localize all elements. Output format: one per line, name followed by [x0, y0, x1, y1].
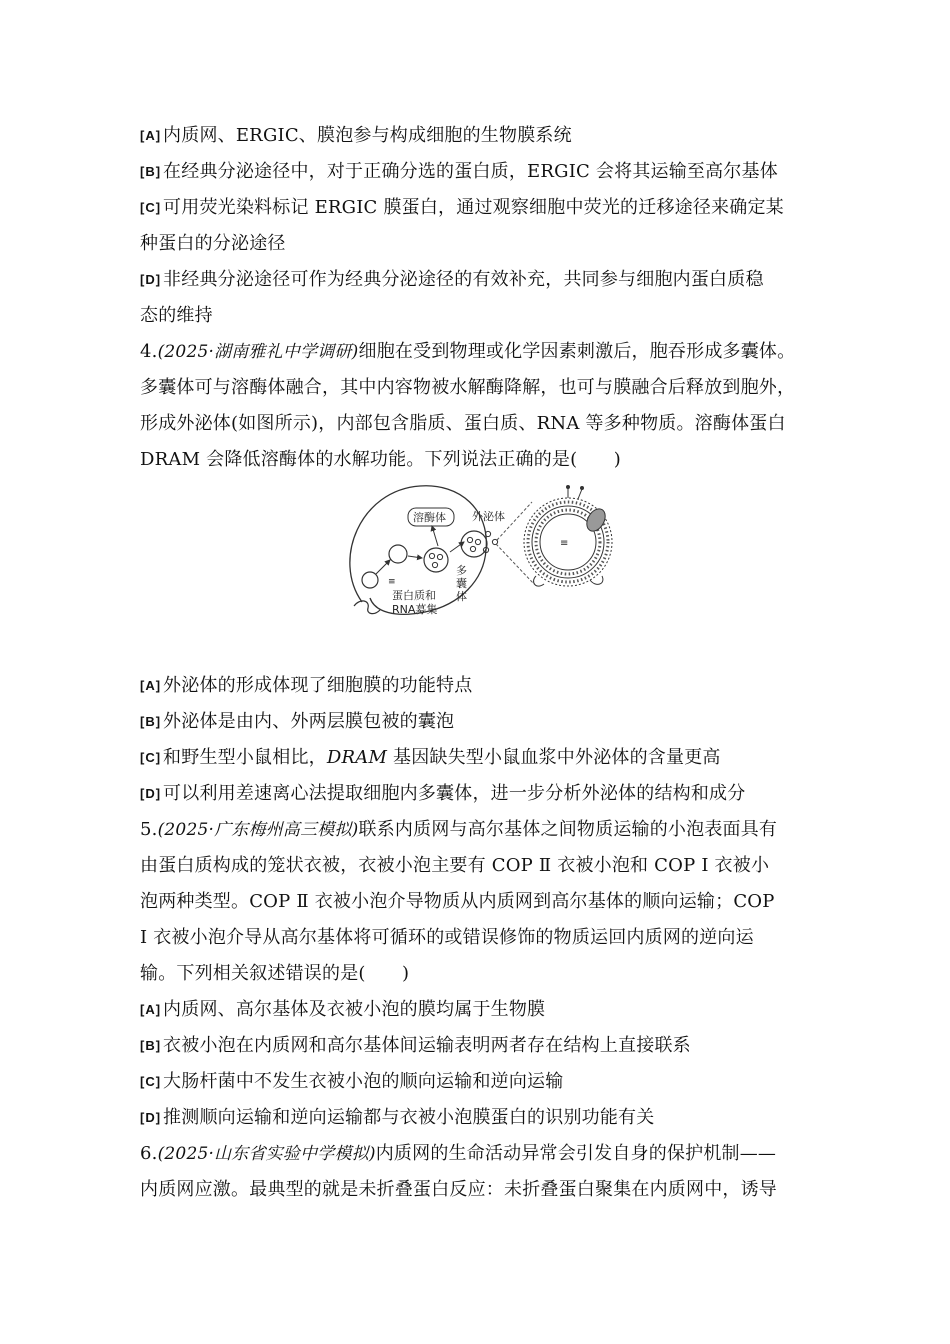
q4-option-c: [C] 和野生型小鼠相比，DRAM 基因缺失型小鼠血浆中外泌体的含量更高 [140, 747, 721, 768]
q4-option-a: [A] 外泌体的形成体现了细胞膜的功能特点 [140, 675, 473, 696]
question-number: 5. [140, 819, 158, 840]
q4-stem-line: 形成外泌体(如图所示)，内部包含脂质、蛋白质、RNA 等多种物质。溶酶体蛋白 [140, 413, 786, 434]
endosome [389, 545, 407, 563]
q5-stem-line: 由蛋白质构成的笼状衣被，衣被小泡主要有 COP Ⅱ 衣被小泡和 COP Ⅰ 衣被小 [140, 855, 770, 876]
recruit-label-1: 蛋白质和 [392, 589, 436, 602]
mvb-label-1: 多 [456, 564, 467, 577]
q3-option-b: [B] 在经典分泌途径中，对于正确分选的蛋白质，ERGIC 会将其运输至高尔基体 [140, 161, 778, 182]
exosome-label: 外泌体 [472, 510, 505, 523]
lysosome-label: 溶酶体 [413, 511, 446, 524]
option-tag: [C] [140, 1074, 162, 1089]
question-number: 6. [140, 1143, 158, 1164]
recruit-label-2: RNA募集 [392, 603, 438, 616]
q5-option-d: [D] 推测顺向运输和逆向运输都与衣被小泡膜蛋白的识别功能有关 [140, 1107, 655, 1128]
option-tag: [A] [140, 1002, 162, 1017]
q3-option-a: [A] 内质网、ERGIC、膜泡参与构成细胞的生物膜系统 [140, 125, 572, 146]
early-vesicle [362, 572, 378, 588]
svg-text:≡: ≡ [560, 538, 569, 549]
q5-stem: 5.(2025·广东梅州高三模拟)联系内质网与高尔基体之间物质运输的小泡表面具有 [140, 819, 778, 840]
question-source: (2025·广东梅州高三模拟) [157, 820, 359, 840]
question-number: 4. [140, 341, 158, 362]
multivesicular-body-early [424, 548, 448, 572]
question-source: (2025·山东省实验中学模拟) [157, 1144, 376, 1164]
option-tag: [A] [140, 678, 162, 693]
option-tag: [B] [140, 714, 162, 729]
q4-stem: 4.(2025·湖南雅礼中学调研)细胞在受到物理或化学因素刺激后，胞吞形成多囊体。 [140, 341, 796, 362]
q5-option-c: [C] 大肠杆菌中不发生衣被小泡的顺向运输和逆向运输 [140, 1071, 564, 1092]
q5-stem-line: Ⅰ 衣被小泡介导从高尔基体将可循环的或错误修饰的物质运回内质网的逆向运 [140, 927, 754, 948]
q5-option-a: [A] 内质网、高尔基体及衣被小泡的膜均属于生物膜 [140, 999, 546, 1020]
multivesicular-body [461, 531, 487, 557]
exosome-enlarged [524, 485, 612, 586]
option-tag: [B] [140, 164, 162, 179]
svg-text:≡: ≡ [388, 577, 396, 587]
q3-option-c-cont: 种蛋白的分泌途径 [140, 233, 286, 254]
mvb-label-2: 囊 [456, 577, 467, 590]
option-tag: [C] [140, 200, 162, 215]
q4-option-b: [B] 外泌体是由内、外两层膜包被的囊泡 [140, 711, 455, 732]
q3-option-d-cont: 态的维持 [140, 305, 213, 326]
option-tag: [D] [140, 786, 162, 801]
option-tag: [D] [140, 1110, 162, 1125]
option-tag: [C] [140, 750, 162, 765]
q6-stem-line: 内质网应激。最典型的就是未折叠蛋白反应：未折叠蛋白聚集在内质网中，诱导 [140, 1179, 777, 1200]
exosome-figure [140, 478, 820, 668]
q5-stem-line: 泡两种类型。COP Ⅱ 衣被小泡介导物质从内质网到高尔基体的顺向运输；COP [140, 891, 775, 912]
q3-option-d: [D] 非经典分泌途径可作为经典分泌途径的有效补充，共同参与细胞内蛋白质稳 [140, 269, 764, 290]
exosome-diagram [340, 480, 620, 630]
document-page [140, 118, 820, 1208]
q5-stem-line: 输。下列相关叙述错误的是( ) [140, 963, 410, 984]
q4-stem-line: 多囊体可与溶酶体融合，其中内容物被水解酶降解，也可与膜融合后释放到胞外， [140, 377, 796, 398]
q4-stem-line: DRAM 会降低溶酶体的水解功能。下列说法正确的是( ) [140, 449, 621, 470]
option-tag: [A] [140, 128, 162, 143]
option-tag: [B] [140, 1038, 162, 1053]
q5-option-b: [B] 衣被小泡在内质网和高尔基体间运输表明两者存在结构上直接联系 [140, 1035, 691, 1056]
q3-option-c: [C] 可用荧光染料标记 ERGIC 膜蛋白，通过观察细胞中荧光的迁移途径来确定某 [140, 197, 784, 218]
gene-name: DRAM [326, 747, 388, 768]
mvb-label-3: 体 [456, 590, 467, 603]
q6-stem: 6.(2025·山东省实验中学模拟)内质网的生命活动异常会引发自身的保护机制—— [140, 1143, 777, 1164]
option-tag: [D] [140, 272, 162, 287]
q4-option-d: [D] 可以利用差速离心法提取细胞内多囊体，进一步分析外泌体的结构和成分 [140, 783, 746, 804]
question-source: (2025·湖南雅礼中学调研) [157, 342, 359, 362]
